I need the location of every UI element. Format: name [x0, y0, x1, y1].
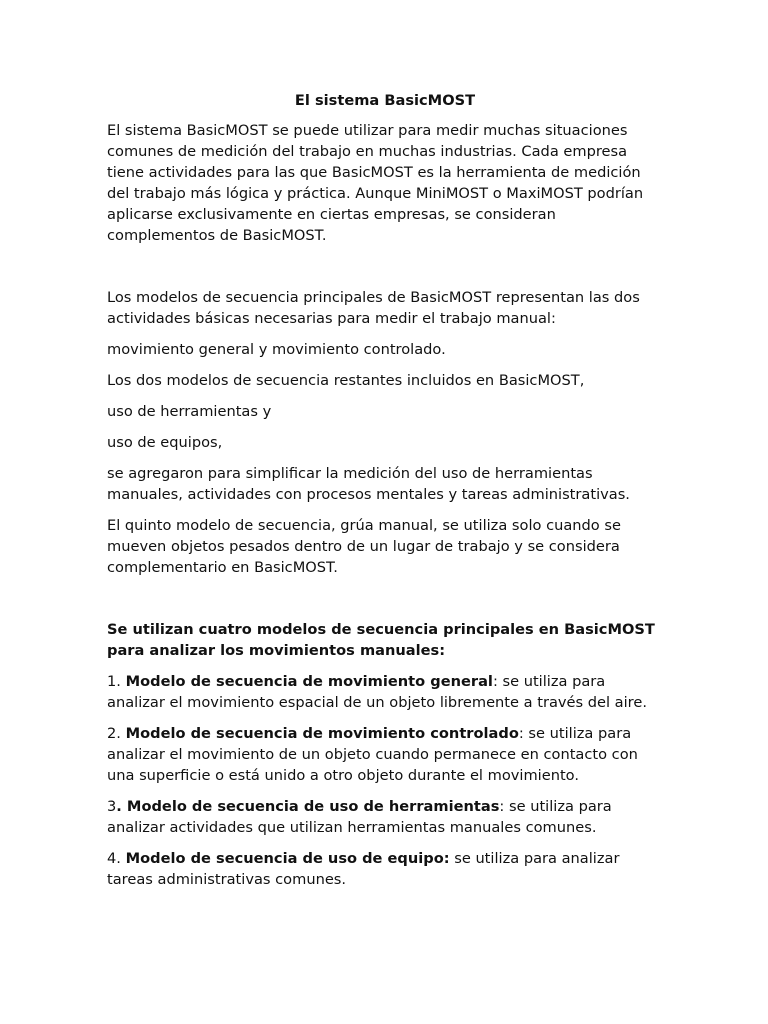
model-item-name: Modelo de secuencia de movimiento controlado: [125, 725, 519, 742]
remaining-models-paragraph: Los dos modelos de secuencia restantes incluidos en BasicMOST,: [107, 372, 585, 389]
model-item-description: : se utiliza para analizar el movimiento de un objeto cuando permanece en contacto con una superficie o está unido a otro objeto durante el movimiento.: [107, 725, 638, 784]
paragraph-gap: [107, 256, 663, 287]
document-page: [107, 90, 663, 900]
model-item-1: [107, 671, 663, 713]
equipment-paragraph: uso de equipos,: [107, 434, 223, 451]
added-paragraph: se agregaron para simplificar la medición del uso de herramientas manuales, actividades con procesos mentales y tareas administrativas.: [107, 465, 630, 503]
model-item-name: Modelo de secuencia de uso de equipo:: [125, 850, 450, 867]
model-item-prefix: 1.: [107, 673, 126, 690]
model-item-4: [107, 848, 663, 890]
fifth-model-paragraph: El quinto modelo de secuencia, grúa manual, se utiliza solo cuando se mueven objetos pesados dentro de un lugar de trabajo y se considera complementario en BasicMOST.: [107, 517, 621, 576]
intro-paragraph: El sistema BasicMOST se puede utilizar para medir muchas situaciones comunes de medición del trabajo en muchas industrias. Cada empresa tiene actividades para las que BasicMOST es la herramienta de medición del trabajo más lógica y práctica. Aunque MiniMOST o MaxiMOST podrían aplicarse exclusivamente en ciertas empresas, se consideran complementos de BasicMOST.: [107, 122, 644, 244]
model-item-description: se utiliza para analizar tareas administrativas comunes.: [107, 850, 620, 888]
model-item-name: Modelo de secuencia de movimiento general: [125, 673, 493, 690]
model-item-3: [107, 796, 663, 838]
model-item-prefix: 3: [107, 798, 117, 815]
models-paragraph: Los modelos de secuencia principales de BasicMOST representan las dos actividades básicas necesarias para medir el trabajo manual:: [107, 289, 640, 327]
paragraph-gap: [107, 588, 663, 619]
model-item-name: . Modelo de secuencia de uso de herramientas: [116, 798, 500, 815]
general-movement-paragraph: movimiento general y movimiento controlado.: [107, 341, 446, 358]
model-item-prefix: 2.: [107, 725, 126, 742]
model-item-description: : se utiliza para analizar el movimiento espacial de un objeto libremente a través del aire.: [107, 673, 647, 711]
model-item-prefix: 4.: [107, 850, 126, 867]
four-models-heading: Se utilizan cuatro modelos de secuencia principales en BasicMOST para analizar los movimientos manuales:: [107, 621, 655, 659]
model-item-description: : se utiliza para analizar actividades que utilizan herramientas manuales comunes.: [107, 798, 612, 836]
document-title: El sistema BasicMOST: [294, 92, 476, 109]
tools-paragraph: uso de herramientas y: [107, 403, 272, 420]
model-item-2: [107, 723, 663, 786]
